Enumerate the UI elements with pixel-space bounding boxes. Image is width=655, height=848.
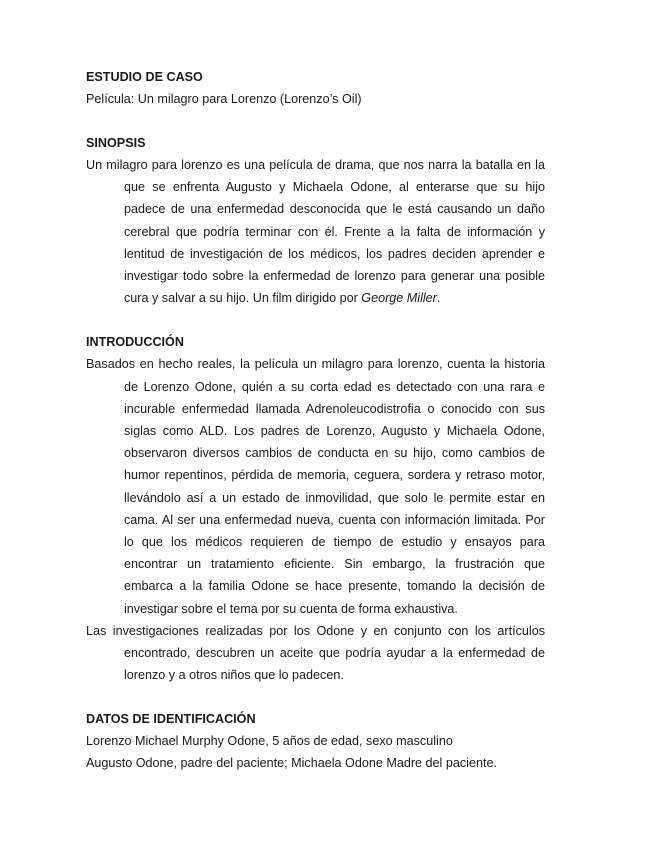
- datos-heading: DATOS DE IDENTIFICACIÓN: [86, 712, 256, 727]
- document-title: ESTUDIO DE CASO: [86, 70, 203, 84]
- sinopsis-end: .: [436, 291, 441, 306]
- introduccion-heading: INTRODUCCIÓN: [86, 335, 184, 350]
- introduccion-paragraph-2: Las investigaciones realizadas por los Odone y en conjunto con los artículos encontrado, descubren un aceite que podría ayudar a la enfermedad de lorenzo y a otros niños que lo padecen.: [86, 623, 545, 683]
- sinopsis-paragraph: [86, 154, 545, 309]
- datos-line-2: Augusto Odone, padre del paciente; Michaela Odone Madre del paciente.: [86, 756, 497, 771]
- director-name: George Miller: [361, 291, 437, 306]
- spacer: [86, 309, 545, 331]
- datos-line-1: Lorenzo Michael Murphy Odone, 5 años de edad, sexo masculino: [86, 734, 453, 749]
- sinopsis-text: Un milagro para lorenzo es una película de drama, que nos narra la batalla en la que se enfrenta Augusto y Michaela Odone, al enterarse que su hijo padece de una enfermedad desconocida que le está causando un daño cerebral que podría terminar con él. Frente a la falta de información y lentitud de investigación de los médicos, los padres deciden aprender e investigar todo sobre la enfermedad de lorenzo para generar una posible cura y salvar a su hijo. Un film dirigido por: [86, 158, 545, 306]
- sinopsis-heading: SINOPSIS: [86, 136, 146, 150]
- document-page: [86, 66, 545, 774]
- introduccion-paragraph-1: Basados en hecho reales, la película un milagro para lorenzo, cuenta la historia de Lorenzo Odone, quién a su corta edad es detectado con una rara e incurable enfermedad llamada Adrenoleucodistrofia o conocido con sus siglas como ALD. Los padres de Lorenzo, Augusto y Michaela Odone, observaron diversos cambios de conducta en su hijo, como cambios de humor repentinos, pérdida de memoria, ceguera, sordera y retraso motor, llevándolo así a un estado de inmovilidad, que solo le permite estar en cama. Al ser una enfermedad nueva, cuenta con información limitada. Por lo que los médicos requieren de tiempo de estudio y ensayos para encontrar un tratamiento eficiente. Sin embargo, la frustración que embarca a la familia Odone se hace presente, tomando la decisión de investigar sobre el tema por su cuenta de forma exhaustiva.: [86, 357, 545, 616]
- spacer: [86, 686, 545, 708]
- spacer: [86, 110, 545, 132]
- movie-line: Película: Un milagro para Lorenzo (Lorenzo’s Oil): [86, 92, 362, 106]
